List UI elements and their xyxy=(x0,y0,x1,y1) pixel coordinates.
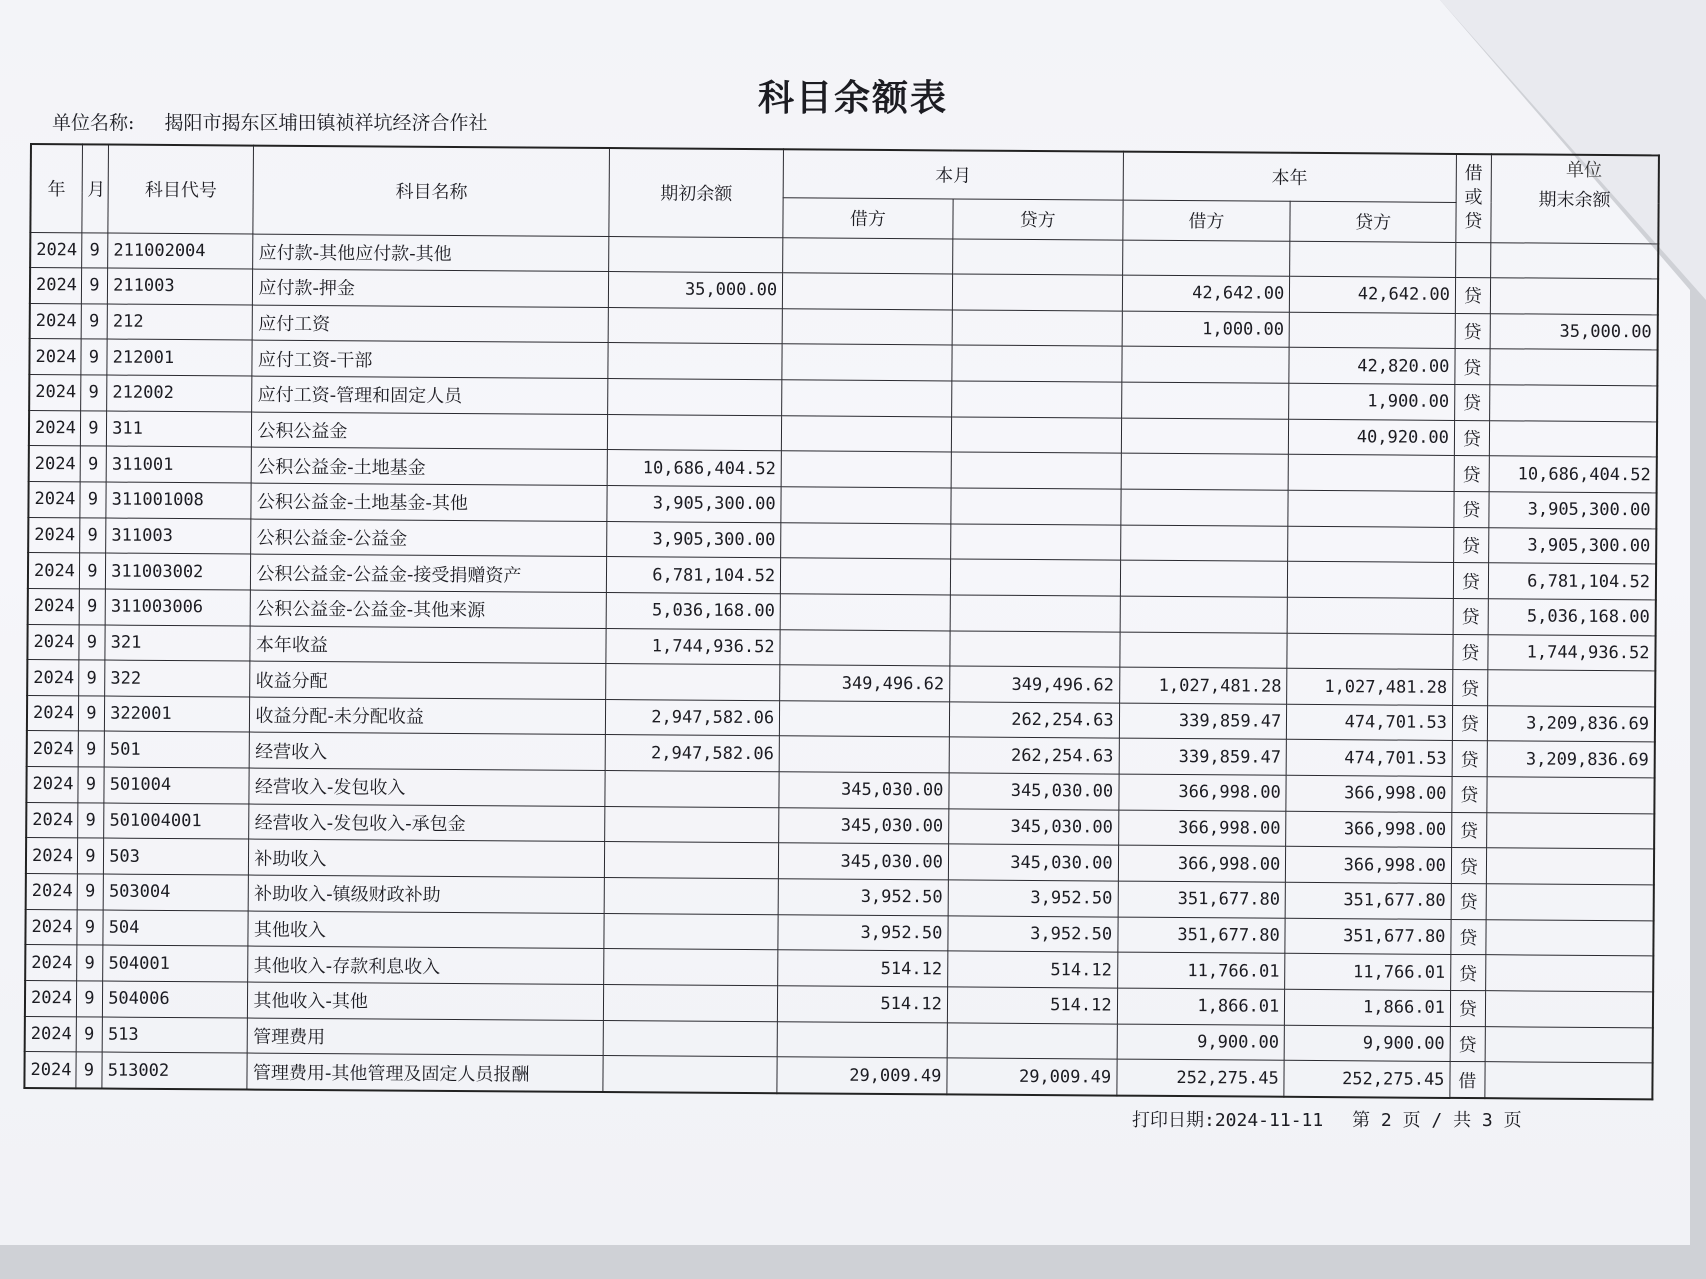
cell-month-debit xyxy=(781,522,951,559)
cell-month-credit xyxy=(950,559,1120,596)
cell-year-debit: 1,866.01 xyxy=(1117,988,1285,1025)
cell-month-credit: 262,254.63 xyxy=(949,737,1119,774)
next-page-label: 单位 xyxy=(1566,160,1602,181)
cell-month-debit xyxy=(779,736,949,773)
cell-name: 应付款-押金 xyxy=(253,269,609,307)
cell-month-debit xyxy=(782,380,952,417)
cell-closing: 3,905,300.00 xyxy=(1489,492,1657,529)
cell-month: 9 xyxy=(78,660,105,696)
cell-year-debit xyxy=(1121,453,1289,490)
cell-month-debit xyxy=(783,237,953,274)
cell-direction xyxy=(1456,242,1491,278)
cell-opening xyxy=(603,1020,777,1057)
cell-opening: 6,781,104.52 xyxy=(607,557,781,594)
header-month: 月 xyxy=(82,144,109,232)
cell-direction: 贷 xyxy=(1452,812,1487,848)
cell-closing xyxy=(1485,1062,1653,1099)
cell-closing: 5,036,168.00 xyxy=(1488,599,1656,636)
cell-year: 2024 xyxy=(26,767,77,803)
cell-closing xyxy=(1485,955,1653,992)
cell-year: 2024 xyxy=(28,588,79,624)
cell-code: 321 xyxy=(105,625,250,662)
header-year-debit: 借方 xyxy=(1122,200,1290,241)
cell-year-credit xyxy=(1288,526,1454,563)
cell-direction: 贷 xyxy=(1455,313,1490,349)
cell-year-debit: 1,027,481.28 xyxy=(1119,667,1287,704)
cell-opening: 3,905,300.00 xyxy=(607,486,781,523)
document-title: 科目余额表 xyxy=(757,78,948,119)
cell-month-debit: 514.12 xyxy=(778,950,948,987)
cell-month-credit: 262,254.63 xyxy=(949,702,1119,739)
cell-name: 收益分配-未分配收益 xyxy=(250,697,606,735)
cell-code: 501004001 xyxy=(104,803,249,840)
header-year: 年 xyxy=(30,144,82,232)
cell-month-credit xyxy=(951,381,1121,418)
cell-year-credit: 252,275.45 xyxy=(1284,1061,1450,1098)
cell-closing xyxy=(1490,278,1658,315)
cell-opening xyxy=(605,842,779,879)
cell-month: 9 xyxy=(81,339,108,375)
cell-month: 9 xyxy=(77,910,104,946)
cell-year-debit xyxy=(1121,347,1289,384)
cell-month: 9 xyxy=(77,874,104,910)
header-opening: 期初余额 xyxy=(609,148,783,237)
cell-year-credit: 42,820.00 xyxy=(1289,348,1455,385)
cell-opening: 3,905,300.00 xyxy=(607,521,781,558)
cell-opening: 5,036,168.00 xyxy=(606,592,780,629)
cell-direction: 贷 xyxy=(1454,420,1489,456)
cell-year: 2024 xyxy=(30,232,81,268)
cell-year: 2024 xyxy=(28,517,79,553)
cell-name: 管理费用 xyxy=(248,1018,604,1056)
cell-direction: 贷 xyxy=(1451,919,1486,955)
cell-closing xyxy=(1486,812,1654,849)
cell-month-credit xyxy=(952,310,1122,347)
cell-code: 212001 xyxy=(107,339,252,376)
cell-code: 501004 xyxy=(104,767,249,804)
cell-month-debit xyxy=(781,451,951,488)
cell-year: 2024 xyxy=(29,446,80,482)
cell-direction: 贷 xyxy=(1454,527,1489,563)
cell-closing xyxy=(1487,670,1655,707)
cell-year-credit xyxy=(1287,597,1453,634)
cell-month-debit xyxy=(780,629,950,666)
cell-direction: 贷 xyxy=(1451,848,1486,884)
cell-month-credit xyxy=(952,345,1122,382)
cell-month-credit: 349,496.62 xyxy=(949,666,1119,703)
cell-month-credit xyxy=(950,524,1120,561)
cell-month-debit: 3,952.50 xyxy=(778,914,948,951)
cell-month-credit xyxy=(952,238,1122,275)
cell-month: 9 xyxy=(79,624,106,660)
cell-year-debit: 9,900.00 xyxy=(1117,1024,1285,1061)
cell-month: 9 xyxy=(81,232,108,268)
cell-year-credit xyxy=(1288,490,1454,527)
cell-closing: 1,744,936.52 xyxy=(1488,634,1656,671)
cell-year-credit: 1,866.01 xyxy=(1285,989,1451,1026)
cell-month-debit xyxy=(777,1021,947,1058)
cell-year: 2024 xyxy=(27,731,78,767)
cell-direction: 贷 xyxy=(1450,1026,1485,1062)
header-this-year: 本年 xyxy=(1123,152,1457,202)
unit-label: 单位名称: xyxy=(52,112,135,134)
cell-month-debit xyxy=(780,558,950,595)
cell-opening xyxy=(608,414,782,451)
cell-closing: 35,000.00 xyxy=(1490,313,1658,350)
cell-opening xyxy=(604,949,778,986)
cell-direction: 贷 xyxy=(1453,670,1488,706)
cell-year: 2024 xyxy=(26,838,77,874)
cell-closing xyxy=(1490,349,1658,386)
cell-opening: 2,947,582.06 xyxy=(605,735,779,772)
cell-month-credit: 29,009.49 xyxy=(947,1058,1117,1095)
cell-month: 9 xyxy=(81,268,108,304)
cell-month-credit: 345,030.00 xyxy=(948,809,1118,846)
cell-code: 513 xyxy=(102,1017,247,1054)
cell-month-credit: 514.12 xyxy=(947,987,1117,1024)
cell-name: 补助收入 xyxy=(249,839,605,877)
cell-year-credit: 40,920.00 xyxy=(1289,419,1455,456)
cell-opening xyxy=(609,236,783,273)
cell-direction: 贷 xyxy=(1453,598,1488,634)
cell-month: 9 xyxy=(79,589,106,625)
cell-name: 公积公益金-公益金-其他来源 xyxy=(251,590,607,628)
cell-year-debit: 252,275.45 xyxy=(1116,1059,1284,1096)
cell-month: 9 xyxy=(76,981,103,1017)
cell-name: 其他收入 xyxy=(248,911,604,949)
cell-year-credit: 474,701.53 xyxy=(1287,704,1453,741)
cell-month: 9 xyxy=(81,304,108,340)
header-month-credit: 贷方 xyxy=(953,198,1123,239)
cell-month-debit: 345,030.00 xyxy=(778,843,948,880)
cell-code: 322 xyxy=(105,660,250,697)
cell-code: 322001 xyxy=(105,696,250,733)
cell-closing xyxy=(1485,991,1653,1028)
cell-opening xyxy=(604,984,778,1021)
cell-code: 311 xyxy=(107,411,252,448)
cell-year: 2024 xyxy=(28,553,79,589)
cell-opening xyxy=(606,664,780,701)
cell-year-debit: 351,677.80 xyxy=(1118,881,1286,918)
cell-direction: 贷 xyxy=(1451,955,1486,991)
cell-month-credit: 345,030.00 xyxy=(948,844,1118,881)
cell-month-credit: 345,030.00 xyxy=(949,773,1119,810)
cell-name: 管理费用-其他管理及固定人员报酬 xyxy=(247,1053,603,1092)
cell-year-debit: 1,000.00 xyxy=(1122,311,1290,348)
cell-year: 2024 xyxy=(27,660,78,696)
cell-name: 公积公益金-土地基金 xyxy=(252,447,608,485)
cell-year-credit: 1,900.00 xyxy=(1289,383,1455,420)
print-date: 打印日期:2024-11-11 xyxy=(1132,1110,1324,1131)
cell-name: 应付款-其他应付款-其他 xyxy=(253,234,609,272)
cell-month: 9 xyxy=(77,803,104,839)
cell-month: 9 xyxy=(76,1016,103,1052)
cell-direction: 贷 xyxy=(1453,634,1488,670)
cell-month-debit: 514.12 xyxy=(777,986,947,1023)
cell-name: 经营收入 xyxy=(250,733,606,771)
cell-closing xyxy=(1489,385,1657,422)
cell-name: 经营收入-发包收入 xyxy=(249,768,605,806)
cell-closing xyxy=(1486,884,1654,921)
cell-direction: 贷 xyxy=(1452,777,1487,813)
cell-year-debit: 339,859.47 xyxy=(1119,703,1287,740)
cell-direction: 贷 xyxy=(1454,491,1489,527)
cell-year-debit xyxy=(1121,382,1289,419)
cell-year-debit xyxy=(1121,418,1289,455)
cell-name: 应付工资 xyxy=(253,305,609,343)
cell-opening: 35,000.00 xyxy=(609,272,783,309)
cell-name: 收益分配 xyxy=(250,661,606,699)
cell-year-debit xyxy=(1120,489,1288,526)
cell-direction: 贷 xyxy=(1450,990,1485,1026)
cell-code: 311003002 xyxy=(106,553,251,590)
cell-code: 501 xyxy=(104,732,249,769)
cell-month-debit: 3,952.50 xyxy=(778,879,948,916)
cell-name: 公积公益金 xyxy=(252,412,608,450)
cell-month: 9 xyxy=(79,553,106,589)
cell-name: 本年收益 xyxy=(250,626,606,664)
cell-month: 9 xyxy=(76,1052,103,1088)
cell-year-credit: 42,642.00 xyxy=(1290,276,1456,313)
cell-year: 2024 xyxy=(30,268,81,304)
cell-opening xyxy=(603,1056,777,1093)
cell-year-debit: 42,642.00 xyxy=(1122,275,1290,312)
cell-month-credit: 3,952.50 xyxy=(948,880,1118,917)
cell-month: 9 xyxy=(80,446,107,482)
cell-month-credit: 3,952.50 xyxy=(948,916,1118,953)
cell-month: 9 xyxy=(76,945,103,981)
cell-closing xyxy=(1485,1026,1653,1063)
cell-month: 9 xyxy=(77,838,104,874)
cell-year-credit: 366,998.00 xyxy=(1286,775,1452,812)
cell-code: 212002 xyxy=(107,375,252,412)
cell-code: 504006 xyxy=(103,981,248,1018)
cell-closing xyxy=(1490,242,1658,279)
cell-month-credit xyxy=(951,488,1121,525)
header-this-month: 本月 xyxy=(783,149,1123,199)
cell-code: 503 xyxy=(104,838,249,875)
cell-month-credit: 514.12 xyxy=(947,951,1117,988)
cell-closing xyxy=(1487,777,1655,814)
cell-name: 公积公益金-公益金-接受捐赠资产 xyxy=(251,554,607,592)
cell-year-debit xyxy=(1119,632,1287,669)
cell-opening: 2,947,582.06 xyxy=(606,699,780,736)
header-month-debit: 借方 xyxy=(783,197,953,238)
cell-direction: 贷 xyxy=(1452,705,1487,741)
cell-month: 9 xyxy=(79,517,106,553)
cell-direction: 贷 xyxy=(1453,563,1488,599)
cell-direction: 贷 xyxy=(1455,385,1490,421)
footer xyxy=(1132,1106,1540,1132)
cell-direction: 借 xyxy=(1450,1062,1485,1099)
cell-year-credit xyxy=(1287,633,1453,670)
cell-name: 其他收入-其他 xyxy=(248,982,604,1020)
cell-code: 504001 xyxy=(103,945,248,982)
cell-year-credit: 1,027,481.28 xyxy=(1287,668,1453,705)
balance-table xyxy=(23,143,1660,1100)
page-info: 第 2 页 / 共 3 页 xyxy=(1352,1110,1522,1131)
cell-month-debit: 345,030.00 xyxy=(779,772,949,809)
cell-year-debit xyxy=(1120,596,1288,633)
cell-code: 311003 xyxy=(106,518,251,555)
cell-year: 2024 xyxy=(27,695,78,731)
cell-year-credit: 9,900.00 xyxy=(1284,1025,1450,1062)
cell-month-debit: 29,009.49 xyxy=(777,1057,947,1094)
cell-year-credit: 366,998.00 xyxy=(1286,811,1452,848)
cell-year-credit xyxy=(1288,562,1454,599)
cell-direction: 贷 xyxy=(1454,456,1489,492)
cell-opening xyxy=(604,913,778,950)
cell-month-debit xyxy=(780,594,950,631)
cell-opening xyxy=(605,771,779,808)
cell-year-credit: 351,677.80 xyxy=(1285,882,1451,919)
cell-code: 513002 xyxy=(102,1052,247,1089)
cell-closing: 3,209,836.69 xyxy=(1487,706,1655,743)
cell-month-debit xyxy=(782,309,952,346)
header-code: 科目代号 xyxy=(108,145,254,234)
cell-year-debit: 339,859.47 xyxy=(1119,739,1287,776)
cell-closing: 10,686,404.52 xyxy=(1489,456,1657,493)
header-name: 科目名称 xyxy=(253,146,609,236)
cell-direction: 贷 xyxy=(1455,278,1490,314)
cell-opening xyxy=(608,379,782,416)
cell-name: 其他收入-存款利息收入 xyxy=(248,946,604,984)
cell-opening: 10,686,404.52 xyxy=(607,450,781,487)
cell-code: 211003 xyxy=(108,268,253,305)
cell-opening xyxy=(608,307,782,344)
cell-month-debit xyxy=(781,487,951,524)
cell-month: 9 xyxy=(78,767,105,803)
cell-closing: 3,209,836.69 xyxy=(1487,741,1655,778)
cell-month-debit xyxy=(782,344,952,381)
cell-name: 应付工资-干部 xyxy=(252,340,608,378)
cell-closing: 3,905,300.00 xyxy=(1488,527,1656,564)
cell-month-credit xyxy=(950,630,1120,667)
cell-year-credit: 351,677.80 xyxy=(1285,918,1451,955)
cell-code: 311001008 xyxy=(106,482,251,519)
cell-month-debit xyxy=(781,415,951,452)
cell-year-debit xyxy=(1120,525,1288,562)
header-direction: 借或贷 xyxy=(1456,154,1491,242)
cell-year-debit xyxy=(1122,240,1290,277)
cell-month-credit xyxy=(952,274,1122,311)
cell-month-credit xyxy=(951,452,1121,489)
cell-code: 211002004 xyxy=(108,233,253,270)
cell-year-credit xyxy=(1290,241,1456,278)
cell-year: 2024 xyxy=(25,909,76,945)
cell-year: 2024 xyxy=(28,481,79,517)
cell-year: 2024 xyxy=(29,339,80,375)
cell-code: 504 xyxy=(103,910,248,947)
cell-year-credit xyxy=(1289,312,1455,349)
cell-month: 9 xyxy=(80,375,107,411)
cell-month: 9 xyxy=(78,696,105,732)
cell-code: 212 xyxy=(107,304,252,341)
cell-year-credit xyxy=(1288,455,1454,492)
cell-name: 经营收入-发包收入-承包金 xyxy=(249,804,605,842)
cell-year: 2024 xyxy=(29,375,80,411)
unit-line xyxy=(52,108,487,135)
cell-year-credit: 474,701.53 xyxy=(1286,740,1452,777)
cell-year: 2024 xyxy=(26,874,77,910)
cell-year-debit: 11,766.01 xyxy=(1117,952,1285,989)
cell-year-debit: 351,677.80 xyxy=(1117,917,1285,954)
cell-direction: 贷 xyxy=(1451,883,1486,919)
cell-year: 2024 xyxy=(25,980,76,1016)
cell-year: 2024 xyxy=(27,624,78,660)
cell-year: 2024 xyxy=(29,410,80,446)
cell-year: 2024 xyxy=(25,945,76,981)
cell-month: 9 xyxy=(80,411,107,447)
cell-name: 补助收入-镇级财政补助 xyxy=(249,875,605,913)
cell-closing: 6,781,104.52 xyxy=(1488,563,1656,600)
cell-year-credit: 366,998.00 xyxy=(1286,847,1452,884)
cell-name: 公积公益金-公益金 xyxy=(251,519,607,557)
unit-name: 揭阳市揭东区埔田镇祯祥坑经济合作社 xyxy=(164,112,488,134)
cell-name: 应付工资-管理和固定人员 xyxy=(252,376,608,414)
cell-opening xyxy=(608,343,782,380)
cell-opening: 1,744,936.52 xyxy=(606,628,780,665)
cell-year-credit: 11,766.01 xyxy=(1285,954,1451,991)
cell-year-debit: 366,998.00 xyxy=(1118,774,1286,811)
cell-code: 311001 xyxy=(106,446,251,483)
cell-year-debit xyxy=(1120,560,1288,597)
cell-month-credit xyxy=(951,417,1121,454)
cell-month-credit xyxy=(947,1023,1117,1060)
cell-year: 2024 xyxy=(30,303,81,339)
cell-year-debit: 366,998.00 xyxy=(1118,846,1286,883)
cell-opening xyxy=(604,878,778,915)
cell-code: 503004 xyxy=(103,874,248,911)
cell-month-debit xyxy=(779,701,949,738)
cell-year: 2024 xyxy=(26,802,77,838)
table-header xyxy=(30,144,1659,243)
cell-year: 2024 xyxy=(25,1016,76,1052)
header-closing: 期末余额 xyxy=(1491,154,1659,243)
cell-year-debit: 366,998.00 xyxy=(1118,810,1286,847)
cell-month-debit: 345,030.00 xyxy=(779,807,949,844)
table-body xyxy=(24,232,1658,1099)
cell-closing xyxy=(1486,848,1654,885)
cell-month-credit xyxy=(950,595,1120,632)
cell-closing xyxy=(1486,919,1654,956)
cell-direction: 贷 xyxy=(1455,349,1490,385)
header-year-credit: 贷方 xyxy=(1290,201,1456,242)
cell-month-debit: 349,496.62 xyxy=(780,665,950,702)
cell-closing xyxy=(1489,420,1657,457)
cell-month-debit xyxy=(782,273,952,310)
cell-direction: 贷 xyxy=(1452,741,1487,777)
cell-name: 公积公益金-土地基金-其他 xyxy=(251,483,607,521)
cell-code: 311003006 xyxy=(105,589,250,626)
cell-month: 9 xyxy=(80,482,107,518)
cell-month: 9 xyxy=(78,731,105,767)
cell-year: 2024 xyxy=(24,1052,75,1089)
cell-opening xyxy=(605,806,779,843)
